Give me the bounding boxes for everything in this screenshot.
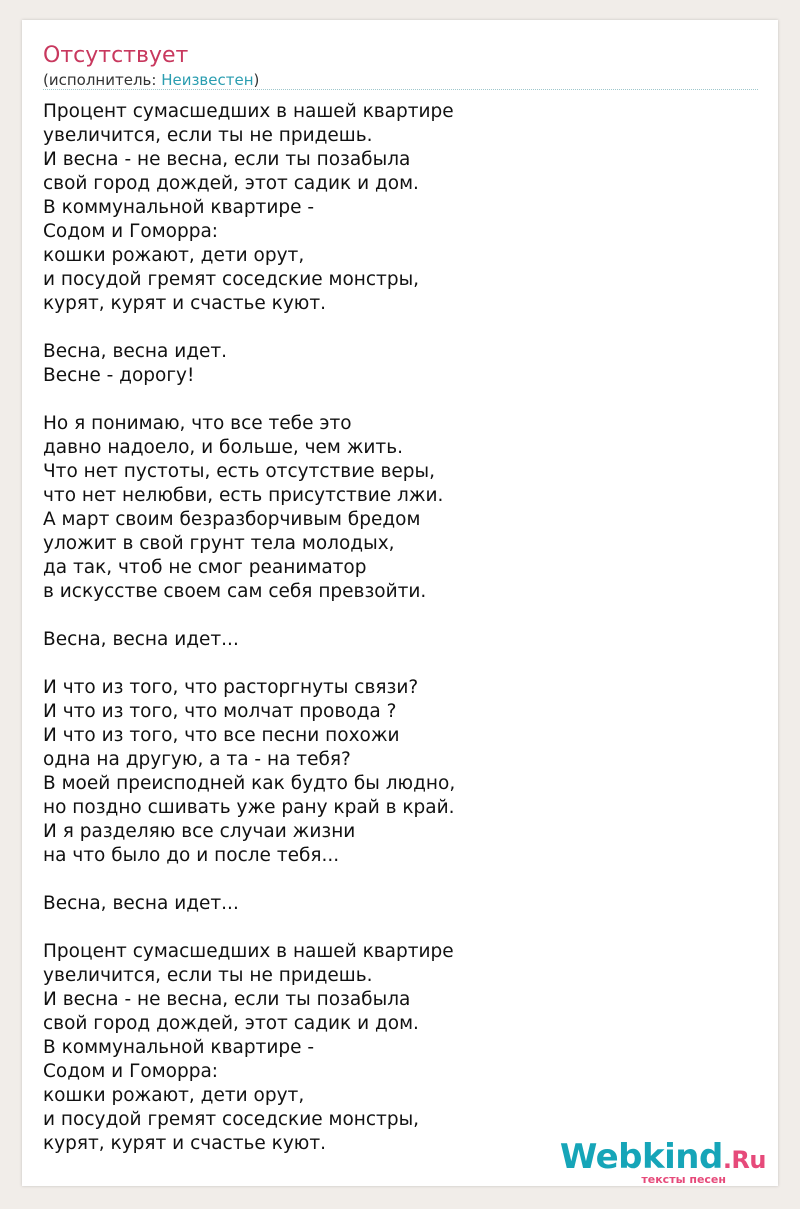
lyric-line: Весне - дорогу! (43, 365, 195, 386)
lyric-line: Процент сумасшедших в нашей квартире (43, 101, 454, 122)
lyric-line: свой город дождей, этот садик и дом. (43, 1013, 419, 1034)
lyric-line: в искусстве своем сам себя превзойти. (43, 581, 427, 602)
lyric-line: Что нет пустоты, есть отсутствие веры, (43, 461, 436, 482)
lyric-line: на что было до и после тебя... (43, 845, 340, 866)
lyric-line: Процент сумасшедших в нашей квартире (43, 941, 454, 962)
lyric-line: И весна - не весна, если ты позабыла (43, 149, 411, 170)
lyric-line: Содом и Гоморра: (43, 1061, 219, 1082)
lyric-line: увеличится, если ты не придешь. (43, 965, 373, 986)
lyric-line: свой город дождей, этот садик и дом. (43, 173, 419, 194)
lyric-line: Содом и Гоморра: (43, 221, 219, 242)
song-title: Отсутствует (43, 43, 189, 68)
artist-suffix: ) (253, 71, 260, 89)
lyric-line: Но я понимаю, что все тебе это (43, 413, 352, 434)
lyric-line: что нет нелюбви, есть присутствие лжи. (43, 485, 444, 506)
logo-tld: .Ru (722, 1146, 766, 1174)
artist-line (43, 70, 259, 90)
lyric-line: но поздно сшивать уже рану край в край. (43, 797, 455, 818)
lyric-line: давно надоело, и больше, чем жить. (43, 437, 403, 458)
lyric-line: В коммунальной квартире - (43, 1037, 315, 1058)
lyric-line: И что из того, что расторгнуты связи? (43, 677, 419, 698)
stanza-break (43, 316, 743, 340)
lyric-line: одна на другую, а та - на тебя? (43, 749, 351, 770)
lyric-line: Весна, весна идет... (43, 629, 239, 650)
lyric-line: курят, курят и счастье куют. (43, 293, 326, 314)
lyric-line: Весна, весна идет. (43, 341, 228, 362)
logo-tagline: тексты песен (641, 1173, 726, 1186)
lyric-line: кошки рожают, дети орут, (43, 245, 305, 266)
stanza-break (43, 652, 743, 676)
lyric-line: И я разделяю все случаи жизни (43, 821, 356, 842)
lyric-line: кошки рожают, дети орут, (43, 1085, 305, 1106)
lyric-line: да так, чтоб не смог реаниматор (43, 557, 367, 578)
lyric-line: В моей преисподней как будто бы людно, (43, 773, 456, 794)
lyric-line: курят, курят и счастье куют. (43, 1133, 326, 1154)
stanza-break (43, 916, 743, 940)
stanza-break (43, 604, 743, 628)
lyric-line: И что из того, что молчат провода ? (43, 701, 397, 722)
lyric-line: В коммунальной квартире - (43, 197, 315, 218)
lyric-line: и посудой гремят соседские монстры, (43, 269, 420, 290)
lyric-line: уложит в свой грунт тела молодых, (43, 533, 395, 554)
stanza-break (43, 388, 743, 412)
logo-main-text: Webkind (559, 1137, 723, 1177)
stanza-break (43, 868, 743, 892)
lyrics-text (43, 100, 743, 1156)
lyric-line: и посудой гремят соседские монстры, (43, 1109, 420, 1130)
artist-prefix: (исполнитель: (43, 71, 162, 89)
lyric-line: увеличится, если ты не придешь. (43, 125, 373, 146)
lyric-line: И весна - не весна, если ты позабыла (43, 989, 411, 1010)
site-logo[interactable] (559, 1136, 772, 1186)
lyric-line: Весна, весна идет... (43, 893, 239, 914)
lyric-line: И что из того, что все песни похожи (43, 725, 400, 746)
lyric-line: А март своим безразборчивым бредом (43, 509, 421, 530)
lyrics-card (22, 20, 778, 1186)
artist-link[interactable]: Неизвестен (161, 71, 254, 89)
title-divider (43, 89, 758, 90)
